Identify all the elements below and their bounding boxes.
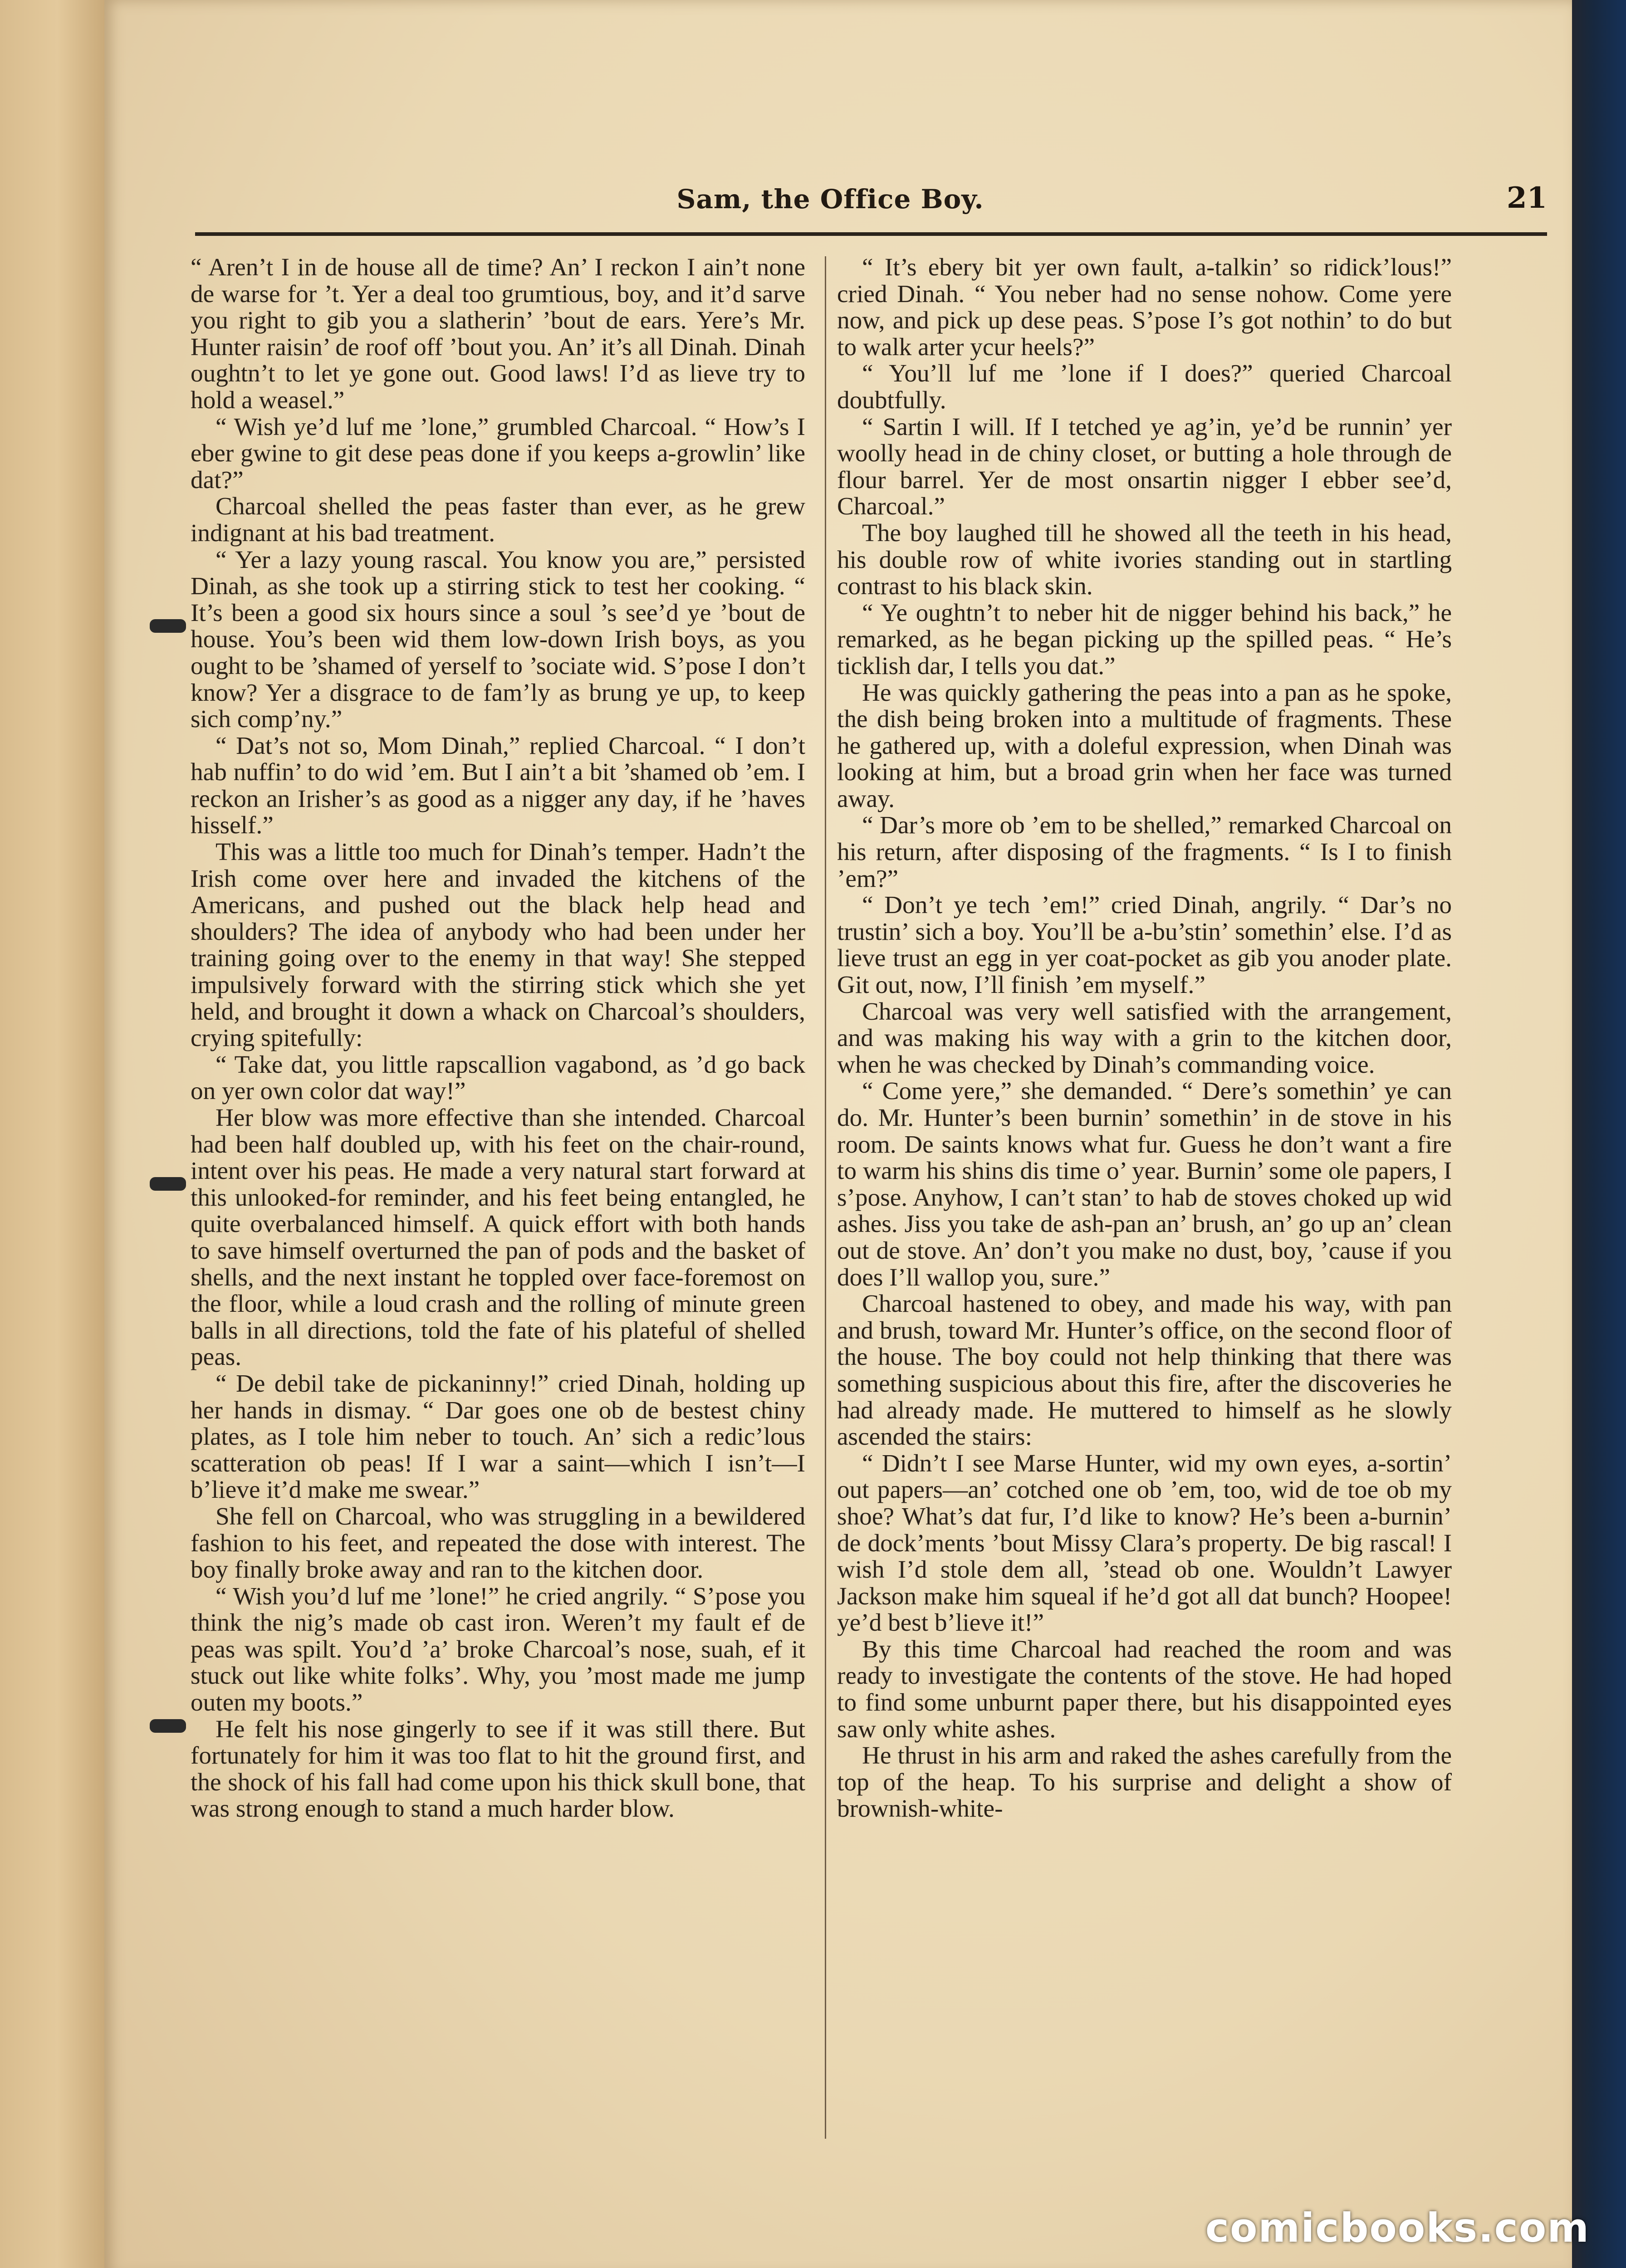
paragraph: “ Yer a lazy young rascal. You know you are,” persisted Dinah, as she took up a stirring stick to test her cooking. “ It’s been a good six hours since a soul ’s see’d ye ’bout de house. You’s been wid them low-down Irish boys, as you ought to be ’shamed of yerself to ’sociate wid. S’pose I don’t know? Yer a disgrace to de fam’ly as brung ye up, to keep sich comp’ny.” <box>191 545 805 733</box>
paragraph: “ Dat’s not so, Mom Dinah,” replied Charcoal. “ I don’t hab nuffin’ to do wid ’em. But I ain’t a bit ’shamed ob ’em. I reckon an Irisher’s as good as a nigger any day, if he ’haves hisself.” <box>191 731 805 839</box>
paragraph: “ Wish ye’d luf me ’lone,” grumbled Charcoal. “ How’s I eber gwine to git dese peas done if you keeps a-growlin’ like dat?” <box>191 412 805 494</box>
right-column <box>837 254 1452 1822</box>
paragraph: Charcoal was very well satisfied with the arrangement, and was making his way with a grin to the kitchen door, when he was checked by Dinah’s commanding voice. <box>837 997 1452 1078</box>
paragraph: “ Don’t ye tech ’em!” cried Dinah, angrily. “ Dar’s no trustin’ sich a boy. You’ll be a-bu’stin’ somethin’ else. I’d as lieve trust an egg in yer coat-pocket as gib you anoder plate. Git out, now, I’ll finish ’em myself.” <box>837 891 1452 999</box>
paragraph: “ Ye oughtn’t to neber hit de nigger behind his back,” he remarked, as he began picking up the spilled peas. “ He’s ticklish dar, I tells you dat.” <box>837 598 1452 679</box>
binding-stitch <box>150 619 186 633</box>
paragraph: She fell on Charcoal, who was struggling in a bewildered fashion to his feet, and repeated the dose with interest. The boy finally broke away and ran to the kitchen door. <box>191 1502 805 1584</box>
paragraph: By this time Charcoal had reached the room and was ready to investigate the contents of the stove. He had hoped to find some unburnt paper there, but his disappointed eyes saw only white ashes. <box>837 1635 1452 1743</box>
paragraph: Charcoal shelled the peas faster than ever, as he grew indignant at his bad treatment. <box>191 492 805 547</box>
paragraph: “ Dar’s more ob ’em to be shelled,” remarked Charcoal on his return, after disposing of the fragments. “ Is I to finish ’em?” <box>837 811 1452 892</box>
left-column <box>191 254 805 1822</box>
previous-page-edge <box>0 0 107 2268</box>
column-divider <box>825 256 826 2139</box>
paragraph: “ Sartin I will. If I tetched ye ag’in, ye’d be runnin’ yer woolly head in de chiny closet, or butting a hole through de flour barrel. Yer de most onsartin nigger I ebber see’d, Charcoal.” <box>837 412 1452 520</box>
header-rule <box>195 232 1547 236</box>
running-title: Sam, the Office Boy. <box>676 184 984 215</box>
paragraph: This was a little too much for Dinah’s temper. Hadn’t the Irish come over here and invaded the kitchens of the Americans, and pushed out the black help head and shoulders? The idea of anybody who had been under her training going over to the enemy in that way! She stepped impulsively forward with the stirring stick which she yet held, and brought it down a whack on Charcoal’s shoulders, crying spitefully: <box>191 838 805 1052</box>
book-page <box>104 0 1572 2268</box>
paragraph: “ De debil take de pickaninny!” cried Dinah, holding up her hands in dismay. “ Dar goes one ob de bestest chiny plates, as I tole him neber to touch. An’ sich a redic’lous scatteration ob peas! If I war a saint—which I isn’t—I b’lieve it’d make me swear.” <box>191 1369 805 1504</box>
paragraph: “ Come yere,” she demanded. “ Dere’s somethin’ ye can do. Mr. Hunter’s been burnin’ somethin’ in de stove in his room. De saints knows what fur. Guess he don’t want a fire to warm his shins dis time o’ year. Burnin’ some ole papers, I s’pose. Anyhow, I can’t stan’ to hab de stoves choked up wid ashes. Jiss you take de ash-pan an’ brush, an’ go up an’ clean out de stove. An’ don’t you make no dust, boy, ’cause if you does I’ll wallop you, sure.” <box>837 1077 1452 1291</box>
binding-stitch <box>150 1719 186 1733</box>
page-number: 21 <box>1506 181 1547 215</box>
paragraph: Charcoal hastened to obey, and made his way, with pan and brush, toward Mr. Hunter’s office, on the second floor of the house. The boy could not help thinking that there was something suspicious about this fire, after the discoveries he had already made. He muttered to himself as he slowly ascended the stairs: <box>837 1290 1452 1451</box>
paragraph: “ Take dat, you little rapscallion vagabond, as ’d go back on yer own color dat way!” <box>191 1050 805 1105</box>
paragraph: He was quickly gathering the peas into a pan as he spoke, the dish being broken into a multitude of fragments. These he gathered up, with a doleful expression, when Dinah was looking at him, but a broad grin when her face was turned away. <box>837 678 1452 812</box>
paragraph: Her blow was more effective than she intended. Charcoal had been half doubled up, with his feet on the chair-round, intent over his peas. He made a very natural start forward at this unlooked-for reminder, and his feet being entangled, he quite overbalanced himself. A quick effort with both hands to save himself overturned the pan of pods and the basket of shells, and the next instant he toppled over face-foremost on the floor, while a loud crash and the rolling of minute green balls in all directions, told the fate of his plateful of shelled peas. <box>191 1104 805 1371</box>
paragraph: “ Wish you’d luf me ’lone!” he cried angrily. “ S’pose you think the nig’s made ob cast iron. Weren’t my fault ef de peas was spilt. You’d ’a’ broke Charcoal’s nose, suah, ef it stuck out like white folks’. Why, you ’most made me jump outen my boots.” <box>191 1582 805 1716</box>
paragraph: “ Didn’t I see Marse Hunter, wid my own eyes, a-sortin’ out papers—an’ cotched one ob ’em, too, wid de toe ob my shoe? What’s dat fur, I’d like to know? He’s been a-burnin’ de dock’ments ’bout Missy Clara’s property. De big rascal! I wish I’d stole dem all, ’stead ob one. Wouldn’t Lawyer Jackson make him squeal if he’d got all dat bunch? Hoopee! ye’d best b’lieve it!” <box>837 1449 1452 1637</box>
paragraph: “ It’s ebery bit yer own fault, a-talkin’ so ridick’lous!” cried Dinah. “ You neber had no sense nohow. Come yere now, and pick up dese peas. S’pose I’s got nothin’ to do but to walk arter ycur heels?” <box>837 253 1452 361</box>
page-header <box>195 181 1547 234</box>
paragraph: He thrust in his arm and raked the ashes carefully from the top of the heap. To his surprise and delight a show of brownish-white- <box>837 1741 1452 1823</box>
watermark: comicbooks.com <box>1205 2204 1590 2251</box>
paragraph: “ You’ll luf me ’lone if I does?” queried Charcoal doubtfully. <box>837 359 1452 414</box>
paragraph: The boy laughed till he showed all the teeth in his head, his double row of white ivories standing out in startling contrast to his black skin. <box>837 518 1452 600</box>
binding-stitch <box>150 1177 186 1191</box>
paragraph: He felt his nose gingerly to see if it was still there. But fortunately for him it was too flat to hit the ground first, and the shock of his fall had come upon his thick skull bone, that was strong enough to stand a much harder blow. <box>191 1715 805 1823</box>
paragraph: “ Aren’t I in de house all de time? An’ I reckon I ain’t none de warse for ’t. Yer a deal too grumtious, boy, and it’d sarve you right to gib you a slatherin’ ’bout de ears. Yere’s Mr. Hunter raisin’ de roof off ’bout you. An’ it’s all Dinah. Dinah oughtn’t to let ye gone out. Good laws! I’d as lieve try to hold a weasel.” <box>191 253 805 414</box>
